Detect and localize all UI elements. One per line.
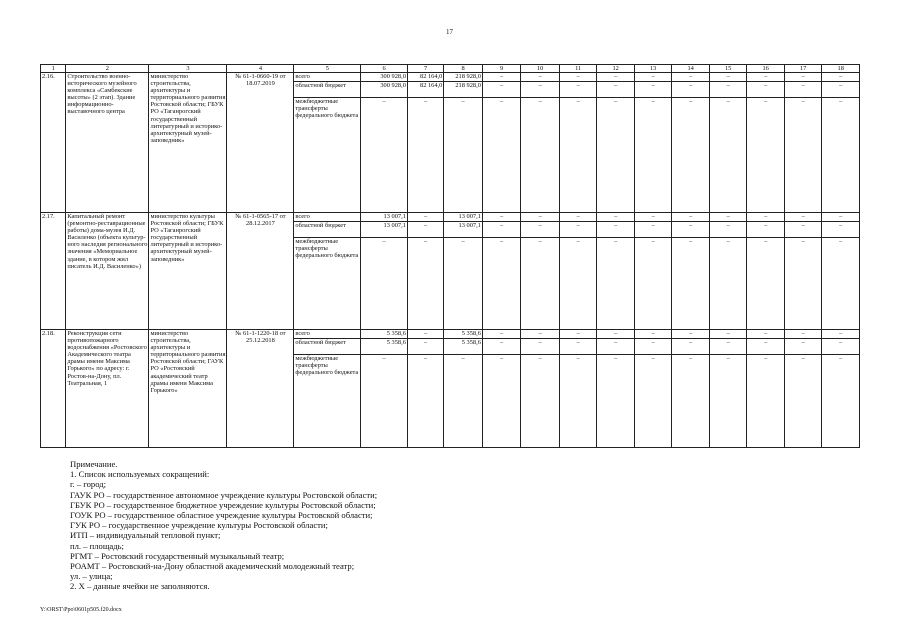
value-col11-cell — [559, 330, 597, 448]
value-col13: – — [651, 237, 655, 245]
value-col10-cell — [521, 213, 560, 330]
header-col-6: 6 — [361, 65, 408, 73]
total-value: – — [382, 354, 386, 362]
value-col14: – — [689, 237, 693, 245]
header-col-11: 11 — [559, 65, 597, 73]
value-col13-cell — [634, 213, 672, 330]
total-value-stack — [361, 73, 407, 129]
total-value-cell — [361, 213, 408, 330]
value-col16: – — [747, 330, 784, 339]
value-col9: – — [500, 237, 504, 245]
value-col7-cell — [407, 73, 443, 213]
value-col14: – — [672, 82, 709, 98]
value-col8: 218 928,0 — [444, 73, 482, 82]
funding-source-label: всего — [294, 213, 360, 222]
value-col12: – — [597, 82, 634, 98]
value-col18: – — [822, 330, 859, 339]
value-col17: – — [801, 97, 805, 105]
value-col18: – — [839, 237, 843, 245]
value-col14: – — [672, 73, 709, 82]
value-col11: – — [560, 222, 597, 238]
value-col8-stack — [444, 73, 482, 129]
value-col15-stack — [710, 330, 747, 386]
value-col16: – — [764, 354, 768, 362]
total-value-cell — [361, 330, 408, 448]
value-col12-cell — [597, 213, 635, 330]
value-col15: – — [726, 354, 730, 362]
value-col9: – — [483, 213, 521, 222]
value-col7: – — [424, 97, 428, 105]
value-col17-cell — [784, 73, 822, 213]
object-name: Строительство военно-исторического музейного комплекса «Самбекские высоты» (2 этап). Здание информационно-выставочного центра — [66, 73, 149, 213]
total-value: 5 358,6 — [361, 339, 407, 355]
header-col-14: 14 — [672, 65, 710, 73]
value-col10: – — [521, 73, 559, 82]
value-col13: – — [635, 82, 672, 98]
value-col15: – — [710, 213, 747, 222]
value-col12: – — [597, 330, 634, 339]
value-col17-cell — [784, 213, 822, 330]
value-col9: – — [500, 354, 504, 362]
funding-source-stack — [294, 73, 360, 129]
value-col8: 5 358,6 — [444, 339, 482, 355]
value-col11-stack — [560, 73, 597, 129]
value-col13: – — [651, 97, 655, 105]
header-col-5: 5 — [294, 65, 361, 73]
funding-source-label: областной бюджет — [294, 339, 360, 355]
value-col10: – — [521, 222, 559, 238]
funding-source-label: областной бюджет — [294, 222, 360, 238]
value-col12-cell — [597, 330, 635, 448]
value-col15-cell — [709, 213, 747, 330]
file-path-footer: Y:\ORST\Ppo\0601p505.f20.docx — [40, 607, 122, 613]
value-col8-cell — [444, 213, 483, 330]
value-col15: – — [710, 73, 747, 82]
funding-source-label: всего — [294, 73, 360, 82]
header-col-16: 16 — [747, 65, 785, 73]
value-col12: – — [597, 213, 634, 222]
program-table — [40, 64, 860, 448]
value-col9: – — [483, 330, 521, 339]
value-col18-cell — [822, 73, 860, 213]
value-col9-cell — [482, 330, 521, 448]
note-line: ИТП – индивидуальный тепловой пункт; — [70, 530, 221, 541]
project-document: № 61-1-0660-19 от 18.07.2019 — [227, 73, 294, 213]
funding-source-label: межбюджетные трансферты федерального бюджета — [295, 354, 359, 376]
value-col8: – — [461, 97, 465, 105]
value-col12: – — [597, 339, 634, 355]
value-col16-cell — [747, 330, 785, 448]
value-col16: – — [764, 237, 768, 245]
value-col14: – — [672, 339, 709, 355]
value-col12: – — [597, 222, 634, 238]
total-value: 5 358,6 — [361, 330, 407, 339]
header-col-3: 3 — [149, 65, 227, 73]
header-col-9: 9 — [482, 65, 521, 73]
value-col7: – — [408, 339, 443, 355]
total-value: 300 928,0 — [361, 73, 407, 82]
value-col18-cell — [822, 213, 860, 330]
note-line: ул. – улица; — [70, 571, 113, 582]
value-col12: – — [614, 354, 618, 362]
value-col18: – — [822, 73, 859, 82]
value-col17: – — [785, 213, 822, 222]
value-col13: – — [635, 213, 672, 222]
value-col18: – — [822, 222, 859, 238]
value-col15-cell — [709, 330, 747, 448]
value-col10-cell — [521, 330, 560, 448]
value-col18: – — [822, 82, 859, 98]
value-col12-cell — [597, 73, 635, 213]
value-col7: – — [408, 222, 443, 238]
value-col9-stack — [483, 73, 521, 129]
value-col17-stack — [785, 330, 822, 386]
value-col11-stack — [560, 330, 597, 386]
value-col12-stack — [597, 213, 634, 269]
value-col10-stack — [521, 73, 559, 129]
value-col7: 82 164,0 — [408, 82, 443, 98]
value-col9-stack — [483, 330, 521, 386]
note-line: 1. Список используемых сокращений: — [70, 469, 210, 480]
value-col18: – — [839, 354, 843, 362]
total-value: – — [382, 237, 386, 245]
value-col15-stack — [710, 73, 747, 129]
value-col16: – — [747, 82, 784, 98]
value-col17: – — [785, 82, 822, 98]
header-col-13: 13 — [634, 65, 672, 73]
value-col13: – — [651, 354, 655, 362]
total-value-stack — [361, 213, 407, 269]
value-col7: – — [424, 354, 428, 362]
value-col11: – — [576, 237, 580, 245]
value-col7: – — [408, 213, 443, 222]
header-row — [41, 65, 860, 73]
value-col15: – — [710, 330, 747, 339]
value-col14-cell — [672, 73, 710, 213]
value-col11-stack — [560, 213, 597, 269]
value-col18: – — [822, 339, 859, 355]
value-col17-stack — [785, 73, 822, 129]
value-col8-cell — [444, 73, 483, 213]
row-number: 2.16. — [41, 73, 66, 213]
value-col12-stack — [597, 73, 634, 129]
value-col11: – — [576, 97, 580, 105]
note-line: РОАМТ – Ростовский-на-Дону областной академический молодежный театр; — [70, 561, 355, 572]
value-col14-cell — [672, 213, 710, 330]
funding-source-label: межбюджетные трансферты федерального бюджета — [295, 237, 359, 259]
value-col18: – — [822, 213, 859, 222]
value-col9: – — [483, 222, 521, 238]
value-col15: – — [710, 339, 747, 355]
notes-section — [70, 459, 377, 592]
value-col11: – — [560, 82, 597, 98]
value-col14: – — [672, 222, 709, 238]
object-name: Реконструкция сети противопожарного водоснабжения «Ростовского Академического театра драмы имени Максима Горького» по адресу: г. Ростов-на-Дону, пл. Театральная, 1 — [66, 330, 149, 448]
value-col17: – — [801, 237, 805, 245]
value-col13: – — [635, 339, 672, 355]
value-col8: 13 007,1 — [444, 222, 482, 238]
responsible-org: министерство культуры Ростовской области; ГБУК РО «Таганрогский государственный литературный и историко-архитектурный музей-заповедник» — [149, 213, 227, 330]
value-col12: – — [597, 73, 634, 82]
value-col14-stack — [672, 213, 709, 269]
value-col9-cell — [482, 73, 521, 213]
value-col13-stack — [635, 73, 672, 129]
value-col16-cell — [747, 213, 785, 330]
value-col10: – — [521, 339, 559, 355]
value-col8: 5 358,6 — [444, 330, 482, 339]
note-line: г. – город; — [70, 479, 107, 490]
note-line: ГУК РО – государственное учреждение культуры Ростовской области; — [70, 520, 328, 531]
value-col7-stack — [408, 213, 443, 269]
value-col14: – — [672, 213, 709, 222]
object-name: Капитальный ремонт (ремонтно-реставрационные работы) дома-музея И.Д. Василенко (объекта культурного наследия регионального значения «Мемориальное здание, в котором жил писатель И.Д. Василенко») — [66, 213, 149, 330]
funding-source-label: межбюджетные трансферты федерального бюджета — [295, 97, 359, 119]
value-col18-stack — [822, 330, 859, 386]
value-col17-stack — [785, 213, 822, 269]
total-value-stack — [361, 330, 407, 386]
value-col8: – — [461, 237, 465, 245]
value-col7-stack — [408, 73, 443, 129]
value-col13-stack — [635, 213, 672, 269]
total-value: 13 007,1 — [361, 222, 407, 238]
value-col14-stack — [672, 73, 709, 129]
value-col9: – — [500, 97, 504, 105]
value-col14-cell — [672, 330, 710, 448]
value-col14: – — [689, 354, 693, 362]
value-col18-stack — [822, 213, 859, 269]
value-col13-stack — [635, 330, 672, 386]
note-line: пл. – площадь; — [70, 540, 124, 551]
value-col12-stack — [597, 330, 634, 386]
value-col10: – — [538, 97, 542, 105]
value-col17: – — [801, 354, 805, 362]
value-col12: – — [614, 97, 618, 105]
value-col7-cell — [407, 330, 443, 448]
value-col10-cell — [521, 73, 560, 213]
value-col11-cell — [559, 73, 597, 213]
value-col13-cell — [634, 73, 672, 213]
project-document: № 61-1-0565-17 от 28.12.2017 — [227, 213, 294, 330]
value-col16: – — [747, 213, 784, 222]
table-row — [41, 213, 860, 330]
note-line: ГБУК РО – государственное бюджетное учреждение культуры Ростовской области; — [70, 499, 376, 510]
value-col18-cell — [822, 330, 860, 448]
funding-sources — [294, 213, 361, 330]
header-col-15: 15 — [709, 65, 747, 73]
value-col11: – — [560, 213, 597, 222]
row-number: 2.17. — [41, 213, 66, 330]
row-number: 2.18. — [41, 330, 66, 448]
value-col7: 82 164,0 — [408, 73, 443, 82]
total-value-cell — [361, 73, 408, 213]
value-col16: – — [764, 97, 768, 105]
value-col15: – — [710, 82, 747, 98]
value-col10: – — [521, 213, 559, 222]
header-col-12: 12 — [597, 65, 635, 73]
page-number: 17 — [446, 28, 453, 36]
value-col13-cell — [634, 330, 672, 448]
value-col11: – — [560, 330, 597, 339]
value-col13: – — [635, 73, 672, 82]
value-col17: – — [785, 330, 822, 339]
note-line: 2. Х – данные ячейки не заполняются. — [70, 581, 210, 592]
funding-source-stack — [294, 330, 360, 386]
value-col14: – — [689, 97, 693, 105]
value-col10: – — [538, 354, 542, 362]
total-value: 13 007,1 — [361, 213, 407, 222]
value-col15-stack — [710, 213, 747, 269]
value-col11-cell — [559, 213, 597, 330]
value-col16-stack — [747, 330, 784, 386]
note-line: ГОУК РО – государственное областное учреждение культуры Ростовской области; — [70, 510, 373, 521]
value-col9: – — [483, 339, 521, 355]
total-value: – — [382, 97, 386, 105]
value-col8-stack — [444, 330, 482, 386]
note-line: ГАУК РО – государственное автономное учреждение культуры Ростовской области; — [70, 489, 378, 500]
value-col10: – — [521, 330, 559, 339]
table-body — [41, 73, 860, 448]
value-col17: – — [785, 222, 822, 238]
value-col11: – — [576, 354, 580, 362]
value-col9: – — [483, 73, 521, 82]
value-col11: – — [560, 339, 597, 355]
value-col8: – — [461, 354, 465, 362]
value-col8-cell — [444, 330, 483, 448]
header-col-10: 10 — [521, 65, 560, 73]
value-col18: – — [839, 97, 843, 105]
value-col9-stack — [483, 213, 521, 269]
value-col16: – — [747, 339, 784, 355]
header-col-18: 18 — [822, 65, 860, 73]
value-col17-cell — [784, 330, 822, 448]
value-col10-stack — [521, 330, 559, 386]
note-line: РГМТ – Ростовский государственный музыкальный театр; — [70, 550, 285, 561]
notes-title: Примечание. — [70, 459, 118, 469]
value-col9-cell — [482, 213, 521, 330]
value-col16-stack — [747, 73, 784, 129]
value-col8: 218 928,0 — [444, 82, 482, 98]
header-col-2: 2 — [66, 65, 149, 73]
value-col13: – — [635, 222, 672, 238]
header-col-7: 7 — [407, 65, 443, 73]
value-col7-stack — [408, 330, 443, 386]
funding-sources — [294, 330, 361, 448]
value-col15: – — [726, 237, 730, 245]
header-col-17: 17 — [784, 65, 822, 73]
table-row — [41, 73, 860, 213]
value-col15-cell — [709, 73, 747, 213]
header-col-4: 4 — [227, 65, 294, 73]
value-col13: – — [635, 330, 672, 339]
value-col17: – — [785, 339, 822, 355]
funding-sources — [294, 73, 361, 213]
project-document: № 61-1-1220-18 от 25.12.2018 — [227, 330, 294, 448]
value-col8-stack — [444, 213, 482, 269]
value-col7: – — [424, 237, 428, 245]
header-col-8: 8 — [444, 65, 483, 73]
value-col7-cell — [407, 213, 443, 330]
value-col12: – — [614, 237, 618, 245]
value-col10-stack — [521, 213, 559, 269]
value-col16: – — [747, 73, 784, 82]
value-col17: – — [785, 73, 822, 82]
value-col16: – — [747, 222, 784, 238]
responsible-org: министерство строительства, архитектуры и территориального развития Ростовской области; ГАУК РО «Ростовский академический театр драмы имени Максима Горького» — [149, 330, 227, 448]
funding-source-label: всего — [294, 330, 360, 339]
value-col7: – — [408, 330, 443, 339]
value-col11: – — [560, 73, 597, 82]
value-col9: – — [483, 82, 521, 98]
funding-source-label: областной бюджет — [294, 82, 360, 98]
value-col8: 13 007,1 — [444, 213, 482, 222]
value-col15: – — [726, 97, 730, 105]
value-col16-cell — [747, 73, 785, 213]
value-col10: – — [538, 237, 542, 245]
value-col16-stack — [747, 213, 784, 269]
header-col-1: 1 — [41, 65, 66, 73]
value-col14-stack — [672, 330, 709, 386]
total-value: 300 928,0 — [361, 82, 407, 98]
value-col10: – — [521, 82, 559, 98]
responsible-org: министерство строительства, архитектуры и территориального развития Ростовской области; ГБУК РО «Таганрогский государственный литературный и историко-архитектурный музей-заповедник» — [149, 73, 227, 213]
table-row — [41, 330, 860, 448]
value-col18-stack — [822, 73, 859, 129]
value-col14: – — [672, 330, 709, 339]
value-col15: – — [710, 222, 747, 238]
funding-source-stack — [294, 213, 360, 269]
